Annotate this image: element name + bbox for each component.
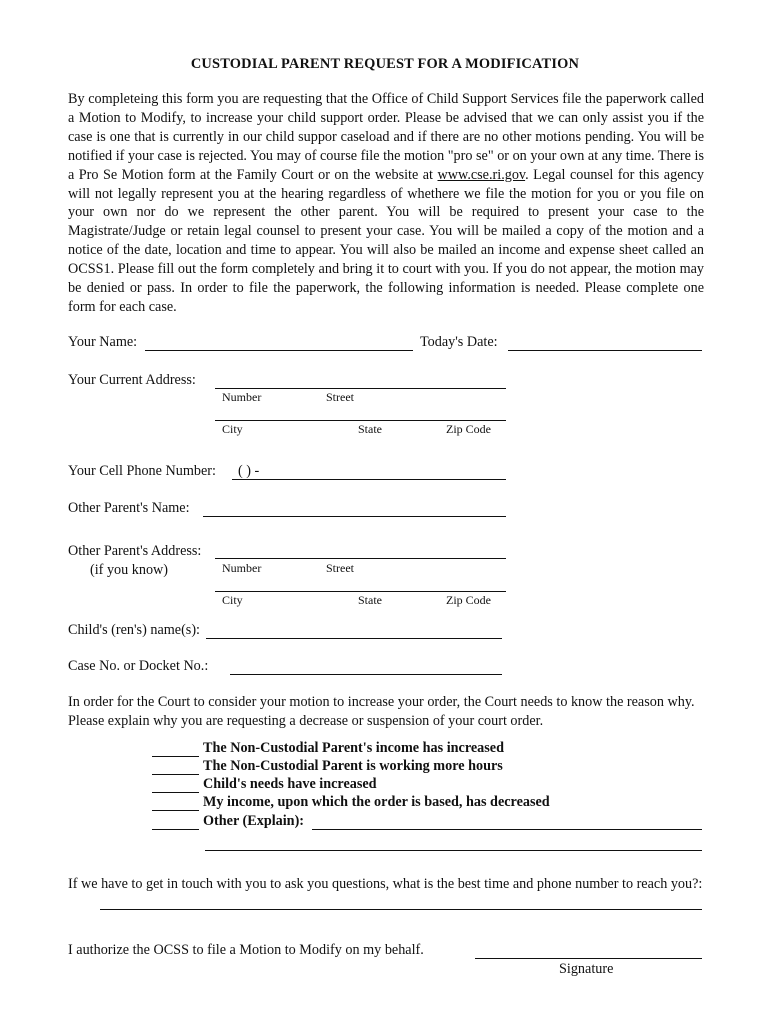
other-address-number-caption: Number <box>222 561 262 575</box>
todays-date-field[interactable] <box>508 350 702 351</box>
other-parent-address-street-field[interactable] <box>215 558 506 559</box>
if-you-know-note: (if you know) <box>90 562 169 578</box>
your-name-label: Your Name: <box>68 334 138 350</box>
signature-caption: Signature <box>559 961 614 977</box>
signature-field[interactable] <box>475 958 702 959</box>
reason-blank-4[interactable] <box>152 810 199 811</box>
reason-childs-needs: Child's needs have increased <box>203 776 377 792</box>
current-address-state-caption: State <box>358 422 382 436</box>
reason-blank-3[interactable] <box>152 792 199 793</box>
childrens-names-field[interactable] <box>206 638 502 639</box>
contact-question: If we have to get in touch with you to ask you questions, what is the best time and phone number to reach you?: <box>68 876 703 892</box>
reason-my-income-decreased: My income, upon which the order is based, has decreased <box>203 794 550 810</box>
cell-phone-label: Your Cell Phone Number: <box>68 463 216 479</box>
current-address-street-field[interactable] <box>215 388 506 389</box>
childrens-names-label: Child's (ren's) name(s): <box>68 622 200 638</box>
intro-text-before-link: By completeing this form you are requesting that the Office of Child Support Services file the paperwork called a Motion to Modify, to increase your child support order. Please be advised that we can only assist you if the case is one that is currently in our child suppor caseload and if there are no other motions pending. You will be notified if your case is rejected. You may of course file the motion "pro se" or on your own at any time. There is a Pro Se Motion form at the Family Court or on the website at <box>68 91 704 183</box>
current-address-city-caption: City <box>222 422 243 436</box>
contact-answer-field[interactable] <box>100 909 702 910</box>
reason-income-increased: The Non-Custodial Parent's income has increased <box>203 740 504 756</box>
intro-paragraph <box>68 90 704 317</box>
other-parent-address-label: Other Parent's Address: <box>68 543 202 559</box>
form-title: CUSTODIAL PARENT REQUEST FOR A MODIFICATION <box>190 56 580 72</box>
reason-other: Other (Explain): <box>203 813 305 829</box>
case-number-label: Case No. or Docket No.: <box>68 658 209 674</box>
current-address-number-caption: Number <box>222 390 262 404</box>
cell-phone-format: ( ) - <box>238 463 260 479</box>
other-explain-field-line-2[interactable] <box>205 850 702 851</box>
other-explain-field[interactable] <box>312 829 702 830</box>
reason-intro-paragraph: In order for the Court to consider your motion to increase your order, the Court needs to know the reason why. Please explain why you are requesting a decrease or suspension of your court order. <box>68 694 695 729</box>
intro-text-after-link: . Legal counsel for this agency will not legally represent you at the hearing regardless of whethere we file the motion for you or you file on your own nor do we represent the other parent. You will be required to present your case to the Magistrate/Judge or retain legal counsel to present your case. You will be mailed a copy of the motion and a notice of the date, location and time to appear. You will also be mailed an income and expense sheet called an OCSS1. Please fill out the form completely and bring it to court with you. If you do not appear, the motion may be denied or pass. In order to file the paperwork, the following information is needed. Please complete one form for each case. <box>68 166 704 315</box>
current-address-label: Your Current Address: <box>68 372 196 388</box>
other-address-city-caption: City <box>222 593 243 607</box>
website-link[interactable]: www.cse.ri.gov <box>437 166 526 183</box>
current-address-zip-caption: Zip Code <box>446 422 491 436</box>
authorization-statement: I authorize the OCSS to file a Motion to Modify on my behalf. <box>68 942 424 958</box>
other-address-street-caption: Street <box>326 561 354 575</box>
reason-blank-5[interactable] <box>152 829 199 830</box>
other-parent-name-label: Other Parent's Name: <box>68 500 190 516</box>
other-address-zip-caption: Zip Code <box>446 593 491 607</box>
other-parent-name-field[interactable] <box>203 516 506 517</box>
current-address-street-caption: Street <box>326 390 354 404</box>
other-address-state-caption: State <box>358 593 382 607</box>
your-name-field[interactable] <box>145 350 413 351</box>
current-address-city-field[interactable] <box>215 420 506 421</box>
cell-phone-field[interactable] <box>232 479 506 480</box>
case-number-field[interactable] <box>230 674 502 675</box>
todays-date-label: Today's Date: <box>420 334 498 350</box>
other-parent-address-city-field[interactable] <box>215 591 506 592</box>
reason-more-hours: The Non-Custodial Parent is working more hours <box>203 758 503 774</box>
reason-blank-1[interactable] <box>152 756 199 757</box>
reason-blank-2[interactable] <box>152 774 199 775</box>
